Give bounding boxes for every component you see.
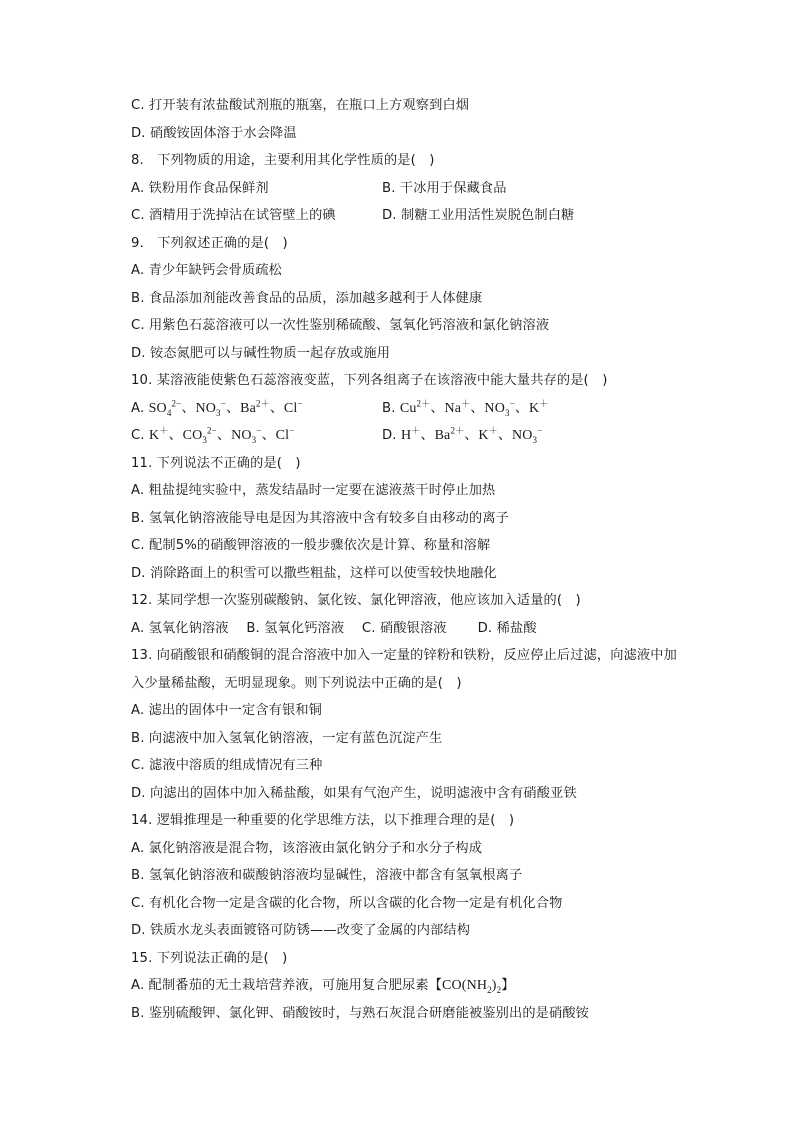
text-line-q13a: A. 滤出的固体中一定含有银和铜 — [131, 703, 323, 718]
text-line-q7c: C. 打开装有浓盐酸试剂瓶的瓶塞，在瓶口上方观察到白烟 — [131, 98, 470, 113]
text-line-q8b: B. 干冰用于保藏食品 — [382, 181, 507, 196]
text-line-q8c: C. 酒精用于洗掉沾在试管壁上的碘 — [131, 208, 336, 223]
text-line-q15: 15. 下列说法正确的是( ) — [131, 951, 288, 966]
text-line-q7d: D. 硝酸铵固体溶于水会降温 — [131, 126, 297, 141]
text-line-q13b: 入少量稀盐酸，无明显现象。则下列说法中正确的是( ) — [131, 676, 462, 691]
text-line-q14b: B. 氢氧化钠溶液和碳酸钠溶液均显碱性，溶液中都含有氢氧根离子 — [131, 868, 523, 883]
text-line-q14c: C. 有机化合物一定是含碳的化合物，所以含碳的化合物一定是有机化合物 — [131, 896, 563, 911]
text-line-q9: 9. 下列叙述正确的是( ) — [131, 236, 288, 251]
text-line-q9c: C. 用紫色石蕊溶液可以一次性鉴别稀硫酸、氢氧化钙溶液和氯化钠溶液 — [131, 318, 550, 333]
text-line-q13d: D. 向滤出的固体中加入稀盐酸，如果有气泡产生，说明滤液中含有硝酸亚铁 — [131, 786, 577, 801]
text-line-q11b: B. 氢氧化钠溶液能导电是因为其溶液中含有较多自由移动的离子 — [131, 511, 509, 526]
text-line-q13bb: B. 向滤液中加入氢氧化钠溶液，一定有蓝色沉淀产生 — [131, 731, 443, 746]
text-line-q11d: D. 消除路面上的积雪可以撒些粗盐，这样可以使雪较快地融化 — [131, 566, 497, 581]
text-line-q11c: C. 配制5%的硝酸钾溶液的一般步骤依次是计算、称量和溶解 — [131, 538, 491, 553]
text-line-q9b: B. 食品添加剂能改善食品的品质，添加越多越利于人体健康 — [131, 291, 483, 306]
text-line-q12opts: A. 氢氧化钠溶液 B. 氢氧化钙溶液 C. 硝酸银溶液 D. 稀盐酸 — [131, 621, 537, 636]
text-line-q15a: A. 配制番茄的无土栽培营养液，可施用复合肥尿素【$CO(NH_2)_2$】 — [131, 978, 515, 995]
text-line-q11: 11. 下列说法不正确的是( ) — [131, 456, 301, 471]
text-line-q10d: D. H＋、$Ba^{2+}$、K＋、$NO_3^-$ — [382, 425, 543, 445]
text-line-q9a: A. 青少年缺钙会骨质疏松 — [131, 263, 282, 278]
text-line-q10: 10. 某溶液能使紫色石蕊溶液变蓝，下列各组离子在该溶液中能大量共存的是( ) — [131, 373, 608, 388]
text-line-q8d: D. 制糖工业用活性炭脱色制白糖 — [382, 208, 575, 223]
text-line-q15b: B. 鉴别硫酸钾、氯化钾、硝酸铵时，与熟石灰混合研磨能被鉴别出的是硝酸铵 — [131, 1006, 590, 1021]
text-line-q14a: A. 氯化钠溶液是混合物，该溶液由氯化钠分子和水分子构成 — [131, 841, 483, 856]
text-line-q9d: D. 铵态氮肥可以与碱性物质一起存放或施用 — [131, 346, 391, 361]
text-line-q14d: D. 铁质水龙头表面镀铬可防锈——改变了金属的内部结构 — [131, 923, 471, 938]
text-line-q8a: A. 铁粉用作食品保鲜剂 — [131, 181, 269, 196]
text-line-q10a: A. $SO_4^{2-}$、$NO_3^-$、$Ba^{2+}$、Cl− — [131, 398, 303, 418]
text-line-q8: 8. 下列物质的用途，主要利用其化学性质的是( ) — [131, 153, 435, 168]
text-line-q11a: A. 粗盐提纯实验中，蒸发结晶时一定要在滤液蒸干时停止加热 — [131, 483, 496, 498]
text-line-q13c: C. 滤液中溶质的组成情况有三种 — [131, 758, 323, 773]
text-line-q13: 13. 向硝酸银和硝酸铜的混合溶液中加入一定量的锌粉和铁粉，反应停止后过滤，向滤液中加 — [131, 648, 677, 663]
text-line-q10c: C. K＋、$CO_3^{2-}$、$NO_3^-$、Cl− — [131, 425, 295, 445]
text-line-q14: 14. 逻辑推理是一种重要的化学思维方法，以下推理合理的是( ) — [131, 813, 515, 828]
text-line-q12: 12. 某同学想一次鉴别碳酸钠、氯化铵、氯化钾溶液，他应该加入适量的( ) — [131, 593, 581, 608]
text-line-q10b: B. $Cu^{2+}$、Na＋、$NO_3^-$、K＋ — [382, 398, 549, 418]
